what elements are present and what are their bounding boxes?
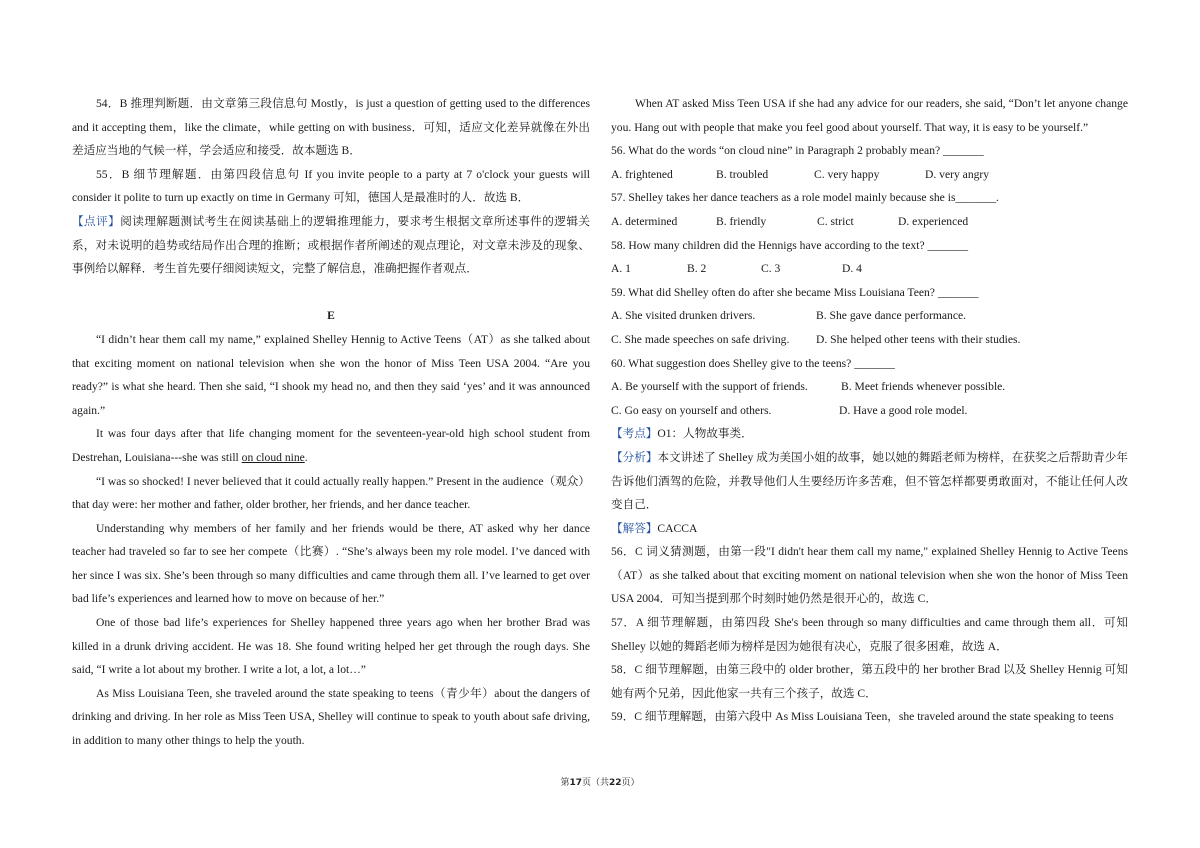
option: B. friendly <box>716 214 767 228</box>
comment-tag: 【点评】 <box>72 214 121 228</box>
passage-paragraph-2 <box>72 422 590 469</box>
answer-59: 59．C 细节理解题，由第六段中 As Miss Louisiana Teen，she traveled around the state speaking to teens <box>611 710 1114 724</box>
passage-paragraph-6: As Miss Louisiana Teen, she traveled around the state speaking to teens（青少年）about the dangers of drinking and driving. In her role as Miss Teen USA, Shelley will continue to speak to youth about safe driving, in addition to many other things to help the youth. <box>72 686 590 748</box>
passage-paragraph-3: “I was so shocked! I never believed that it could actually really happen.” Present in the audience（观众）that day were: her mother and father, older brother, her friends, and her dance teacher. <box>72 474 590 512</box>
passage-paragraph-5: One of those bad life’s experiences for Shelley happened three years ago when her brother Brad was killed in a drunk driving accident. He was 18. She found writing helped her get through the rough days. She said, “I write a lot about my brother. I write a lot, a lot, a lot…” <box>72 616 590 677</box>
option: A. 1 <box>611 262 631 276</box>
option: D. experienced <box>898 214 969 228</box>
option: A. Be yourself with the support of friends. <box>611 380 808 394</box>
answer-56: 56．C 词义猜测题，由第一段"I didn't hear them call my name," explained Shelley Hennig to Active Teens（AT）as she talked about that exciting moment on national television when she won the honor of Miss Teen USA 2004．可知当提到那个时刻时她仍然是很开心的，故选 C． <box>611 545 1128 606</box>
answer-55: 55．B 细节理解题．由第四段信息句 If you invite people to a party at 7 o'clock your guests will consider it polite to turn up exactly on time in Germany 可知，德国人是最准时的人．故选 B． <box>72 167 590 205</box>
passage-paragraph-1: “I didn’t hear them call my name,” explained Shelley Hennig to Active Teens（AT）as she talked about that exciting moment on national television when she won the honor of Miss Teen USA 2004. “Are you ready?” is what she heard. Then she said, “I shook my head no, and then they said ‘yes’ and it was announced again.” <box>72 332 590 417</box>
option: A. determined <box>611 214 678 228</box>
question-59: 59. What did Shelley often do after she became Miss Louisiana Teen? _______ <box>611 285 979 299</box>
question-58-options <box>611 257 1128 281</box>
option: C. very happy <box>814 167 880 181</box>
question-60-options-row-2 <box>611 399 1128 423</box>
footer-middle: 页（共 <box>581 778 609 788</box>
question-56-options <box>611 163 1128 187</box>
option: B. 2 <box>687 262 707 276</box>
jieda-tag: 【解答】 <box>611 521 658 535</box>
option: C. She made speeches on safe driving. <box>611 332 790 346</box>
question-57: 57. Shelley takes her dance teachers as a role model mainly because she is_______. <box>611 191 999 205</box>
answer-58: 58．C 细节理解题，由第三段中的 older brother，第五段中的 her brother Brad 以及 Shelley Hennig 可知她有两个兄弟，因此他家一共有三个孩子，故选 C． <box>611 663 1128 700</box>
question-59-options-row-1 <box>611 304 1128 328</box>
spacer <box>72 281 590 305</box>
footer-prefix: 第 <box>560 778 570 788</box>
option: D. She helped other teens with their studies. <box>816 332 1021 346</box>
option: A. frightened <box>611 167 673 181</box>
comment-paragraph <box>72 210 590 281</box>
question-57-options <box>611 210 1128 234</box>
kaodian-tag: 【考点】 <box>611 427 658 441</box>
option: D. 4 <box>842 262 862 276</box>
fenxi-text: 本文讲述了 Shelley 成为美国小姐的故事，她以她的舞蹈老师为榜样，在获奖之后帮助青少年告诉他们酒驾的危险，并教导他们人生要经历许多苦难，但不管怎样都要勇敢面对，不能让任何人改变自己． <box>611 450 1128 512</box>
page-number: 17 <box>569 778 582 788</box>
option: A. She visited drunken drivers. <box>611 309 756 323</box>
question-58: 58. How many children did the Hennigs have according to the text? _______ <box>611 238 969 252</box>
option: B. troubled <box>716 167 769 181</box>
comment-text: 阅读理解题测试考生在阅读基础上的逻辑推理能力，要求考生根据文章所述事件的逻辑关系，对未说明的趋势或结局作出合理的推断；或根据作者所阐述的观点理论，对文章未涉及的现象、事例给以解释．考生首先要仔细阅读短文，完整了解信息，准确把握作者观点． <box>72 214 590 276</box>
page-total: 22 <box>609 778 622 788</box>
question-60: 60. What suggestion does Shelley give to the teens? _______ <box>611 356 895 370</box>
answer-57: 57．A 细节理解题，由第四段 She's been through so many difficulties and came through them all．可知 Shelley 以她的舞蹈老师为榜样是因为她很有决心，克服了很多困难，故选 A． <box>611 616 1128 653</box>
page-footer <box>0 775 1200 788</box>
paragraph-2-end: . <box>304 450 308 464</box>
jieda-text: CACCA <box>657 521 698 535</box>
option: D. Have a good role model. <box>839 403 968 417</box>
underlined-phrase: on cloud nine <box>241 450 305 464</box>
section-heading: E <box>327 309 335 323</box>
left-column <box>72 92 590 753</box>
fenxi-tag: 【分析】 <box>611 450 658 464</box>
fenxi-paragraph <box>611 446 1128 517</box>
footer-suffix: 页） <box>621 778 640 788</box>
option: C. Go easy on yourself and others. <box>611 403 772 417</box>
question-59-options-row-2 <box>611 328 1128 352</box>
jieda-paragraph <box>611 517 1128 541</box>
option: B. Meet friends whenever possible. <box>841 380 1006 394</box>
passage-paragraph-4: Understanding why members of her family and her friends would be there, AT asked why her dance teacher had traveled so far to see her compete（比赛）. “She’s always been my role model. I’ve danced with her since I was six. She’s been through so many difficulties and came through them all. I’ve learned to get over bad life’s experiences and learned how to move on because of her.” <box>72 521 590 606</box>
question-60-options-row-1 <box>611 375 1128 399</box>
kaodian-text: O1：人物故事类． <box>657 427 753 441</box>
passage-paragraph-7: When AT asked Miss Teen USA if she had any advice for our readers, she said, “Don’t let anyone change you. Hang out with people that make you feel good about yourself. That way, it is easy to be yourself.” <box>611 97 1128 134</box>
kaodian-paragraph <box>611 422 1128 446</box>
option: D. very angry <box>925 167 990 181</box>
question-56: 56. What do the words “on cloud nine” in Paragraph 2 probably mean? _______ <box>611 144 984 158</box>
option: C. strict <box>817 214 854 228</box>
option: C. 3 <box>761 262 781 276</box>
right-column <box>611 92 1128 729</box>
answer-54: 54．B 推理判断题．由文章第三段信息句 Mostly，is just a question of getting used to the differences and it accepting them，like the climate，while getting on with business．可知，适应文化差异就像在外出差适应当地的气候一样，学会适应和接受．故本题选 B． <box>72 97 590 158</box>
option: B. She gave dance performance. <box>816 309 967 323</box>
paragraph-2-text: It was four days after that life changing moment for the seventeen-year-old high school student from Destrehan, Louisiana---she was still <box>72 427 590 464</box>
